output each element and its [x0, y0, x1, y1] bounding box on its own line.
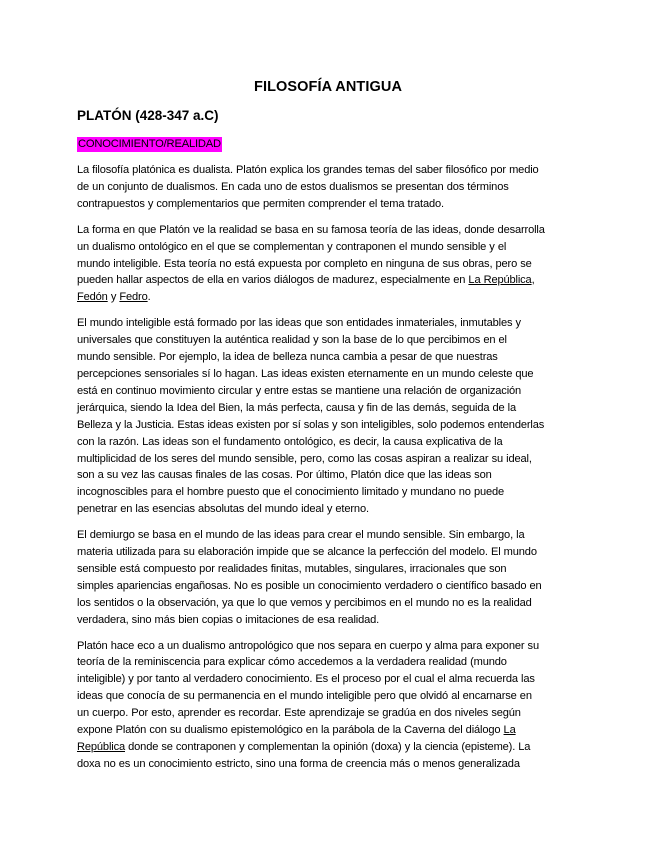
text-line: verdadera, sino más bien copias o imitaciones de esa realidad.	[77, 613, 380, 626]
text-line: Platón hace eco a un dualismo antropológico que nos separa en cuerpo y alma para exponer su	[77, 639, 539, 652]
paragraph-3	[77, 315, 579, 518]
text-line: contrapuestos y complementarios que permiten comprender el tema tratado.	[77, 197, 444, 210]
text-segment: y	[107, 291, 120, 304]
text-line: jerárquica, siendo la Idea del Bien, la más perfecta, causa y fin de las demás, seguida de la	[77, 401, 517, 414]
text-line: materia utilizada para su elaboración impide que se alcance la perfección del modelo. El mundo	[77, 546, 537, 559]
text-line: simples apariencias engañosas. No es posible un conocimiento verdadero o científico basado en	[77, 579, 542, 592]
text-line	[77, 722, 579, 739]
text-line: incognoscibles para el hombre puesto que el conocimiento limitado y mundano no puede	[77, 486, 505, 499]
text-line: con la razón. Las ideas son el fundamento ontológico, es decir, la causa explicativa de la	[77, 435, 503, 448]
text-line: un dualismo ontológico en el que se complementan y contraponen el mundo sensible y el	[77, 240, 507, 253]
highlighted-subheading: CONOCIMIENTO/REALIDAD	[78, 138, 221, 150]
link-fedon[interactable]: Fedón	[77, 291, 108, 304]
text-line: ideas que conocía de su permanencia en el mundo inteligible pero que olvidó al encarnarse en	[77, 690, 532, 703]
link-la-republica-start[interactable]: La	[503, 724, 516, 737]
document-body	[77, 162, 579, 782]
text-line: mundo inteligible. Esta teoría no está expuesta por completo en ninguna de sus obras, pero se	[77, 257, 532, 270]
text-line: universales que constituyen la auténtica realidad y son la base de lo que percibimos en el	[77, 334, 507, 347]
text-line: El mundo inteligible está formado por las ideas que son entidades inmateriales, inmutables y	[77, 317, 521, 330]
paragraph-5	[77, 638, 579, 773]
text-line: son a su vez las causas finales de las cosas. Por último, Platón dice que las ideas son	[77, 469, 492, 482]
link-la-republica-end[interactable]: República	[77, 741, 125, 753]
text-segment: .	[147, 291, 151, 304]
text-line: La forma en que Platón ve la realidad se basa en su famosa teoría de las ideas, donde desarrolla	[77, 223, 545, 236]
text-line: mundo sensible. Por ejemplo, la idea de belleza nunca cambia a pesar de que nuestras	[77, 351, 498, 364]
text-line: teoría de la reminiscencia para explicar cómo accedemos a la verdadera realidad (mundo	[77, 656, 507, 669]
text-line: sensible está compuesto por realidades finitas, mutables, singulares, irracionales que son	[77, 562, 507, 575]
text-line: multiplicidad de los seres del mundo sensible, pero, como las cosas aspiran a realizar su ideal,	[77, 452, 532, 465]
document-title: FILOSOFÍA ANTIGUA	[253, 79, 403, 95]
text-line: percepciones sensoriales sí lo hagan. Las ideas existen eternamente en un mundo celeste que	[77, 367, 534, 380]
text-line: los sentidos o la observación, ya que lo que vemos y percibimos en el mundo no es la realidad	[77, 596, 532, 609]
text-segment: ,	[531, 274, 535, 287]
link-la-republica[interactable]: La República	[468, 274, 532, 287]
text-line	[77, 272, 579, 289]
link-fedro[interactable]: Fedro	[119, 291, 148, 304]
text-segment: pueden hallar aspectos de ella en varios diálogos de madurez, especialmente en	[77, 274, 469, 287]
text-line: penetrar en las esencias absolutas del mundo ideal y eterno.	[77, 503, 369, 516]
text-line: de un conjunto de dualismos. En cada uno de estos dualismos se presentan dos términos	[77, 180, 509, 193]
paragraph-1	[77, 162, 579, 213]
paragraph-4	[77, 527, 579, 628]
text-line: inteligible) y por tanto al verdadero conocimiento. Es el proceso por el cual el alma recuerda las	[77, 673, 535, 686]
text-line: El demiurgo se basa en el mundo de las ideas para crear el mundo sensible. Sin embargo, la	[77, 529, 525, 542]
text-line: doxa no es un conocimiento estricto, sino una forma de creencia más o menos generalizada	[77, 757, 520, 770]
text-line: está en continuo movimiento circular y entre estas se mantiene una relación de organización	[77, 384, 522, 397]
text-line	[77, 289, 579, 306]
paragraph-2	[77, 222, 579, 307]
text-line	[77, 739, 579, 756]
text-segment: donde se contraponen y complementan la opinión (doxa) y la ciencia (episteme). La	[125, 741, 531, 753]
text-segment: expone Platón con su dualismo epistemológico en la parábola de la Caverna del diálogo	[77, 724, 504, 737]
section-heading: PLATÓN (428-347 a.C)	[77, 108, 219, 123]
text-line: Belleza y la Justicia. Estas ideas existen por sí solas y son inteligibles, solo podemos entenderlas	[77, 418, 545, 431]
text-line: un cuerpo. Por esto, aprender es recordar. Este aprendizaje se gradúa en dos niveles según	[77, 707, 521, 720]
text-line: La filosofía platónica es dualista. Platón explica los grandes temas del saber filosófico por medio	[77, 164, 539, 176]
